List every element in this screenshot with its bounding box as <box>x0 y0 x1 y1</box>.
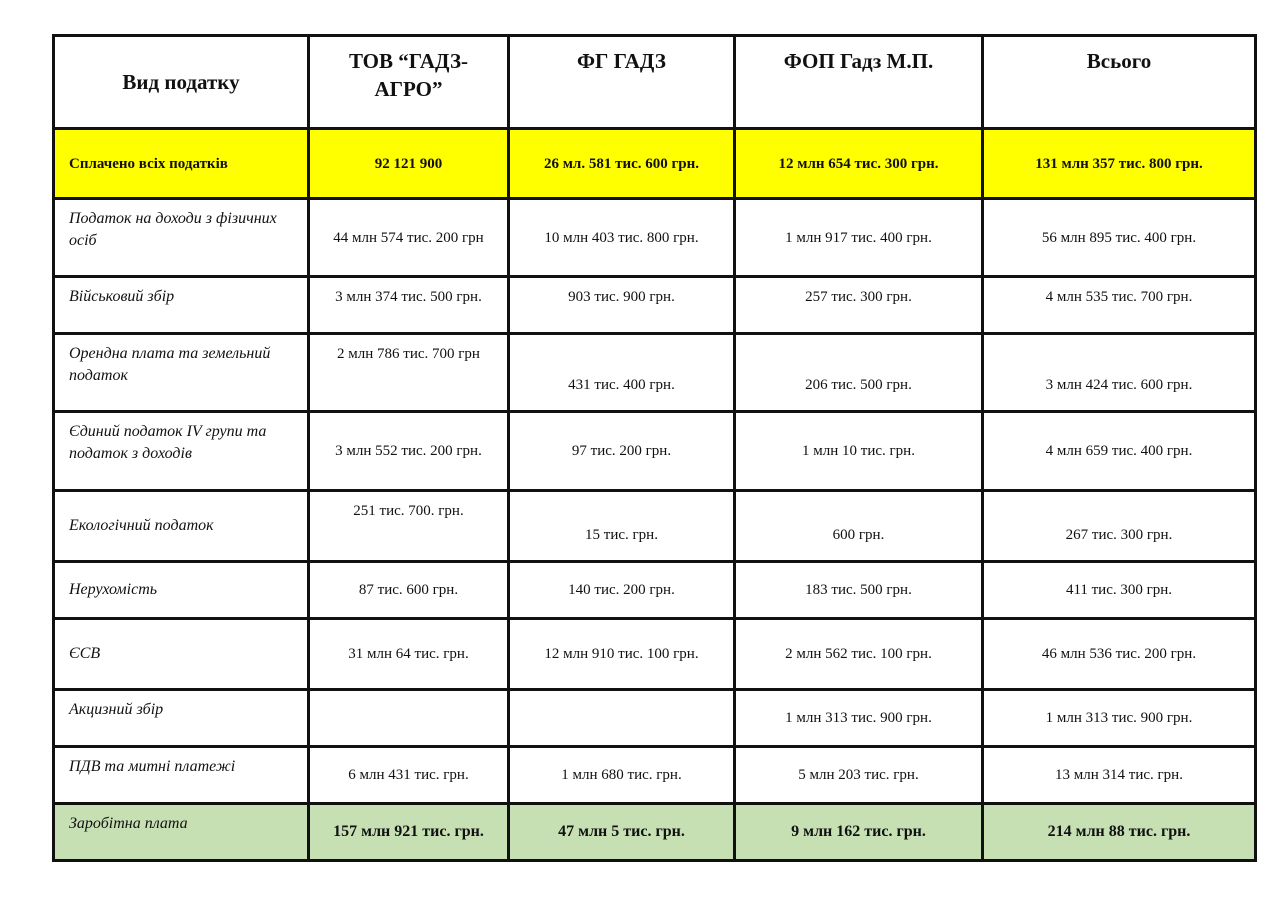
table-cell: 10 млн 403 тис. 800 грн. <box>509 199 735 277</box>
table-row <box>54 334 1256 412</box>
row-label: Сплачено всіх податків <box>54 129 309 199</box>
table-cell: 12 млн 910 тис. 100 грн. <box>509 619 735 690</box>
table-cell: 3 млн 424 тис. 600 грн. <box>983 334 1256 412</box>
table-cell: 4 млн 535 тис. 700 грн. <box>983 277 1256 334</box>
table-cell: 2 млн 786 тис. 700 грн <box>309 334 509 412</box>
table-cell: 411 тис. 300 грн. <box>983 562 1256 619</box>
table-cell: 47 млн 5 тис. грн. <box>509 804 735 861</box>
table-cell: 26 мл. 581 тис. 600 грн. <box>509 129 735 199</box>
table-row <box>54 129 1256 199</box>
table-cell: 15 тис. грн. <box>509 491 735 562</box>
table-cell: 1 млн 917 тис. 400 грн. <box>735 199 983 277</box>
table-cell: 6 млн 431 тис. грн. <box>309 747 509 804</box>
table-row <box>54 199 1256 277</box>
table-cell: 46 млн 536 тис. 200 грн. <box>983 619 1256 690</box>
row-label: ЄСВ <box>54 619 309 690</box>
row-label: Заробітна плата <box>54 804 309 861</box>
table-cell: 267 тис. 300 грн. <box>983 491 1256 562</box>
table-row <box>54 491 1256 562</box>
table-cell: 87 тис. 600 грн. <box>309 562 509 619</box>
table-cell: 903 тис. 900 грн. <box>509 277 735 334</box>
table-cell: 56 млн 895 тис. 400 грн. <box>983 199 1256 277</box>
table-row <box>54 690 1256 747</box>
table-cell: 600 грн. <box>735 491 983 562</box>
row-label: Акцизний збір <box>54 690 309 747</box>
table-cell: 1 млн 313 тис. 900 грн. <box>983 690 1256 747</box>
table-cell: 92 121 900 <box>309 129 509 199</box>
table-cell: 97 тис. 200 грн. <box>509 412 735 491</box>
table-cell: 257 тис. 300 грн. <box>735 277 983 334</box>
table-cell: 3 млн 374 тис. 500 грн. <box>309 277 509 334</box>
row-label: Екологічний податок <box>54 491 309 562</box>
table-cell: 157 млн 921 тис. грн. <box>309 804 509 861</box>
table-cell: 1 млн 313 тис. 900 грн. <box>735 690 983 747</box>
header-fop-gadz: ФОП Гадз М.П. <box>735 36 983 129</box>
table-cell: 4 млн 659 тис. 400 грн. <box>983 412 1256 491</box>
header-total: Всього <box>983 36 1256 129</box>
table-cell: 3 млн 552 тис. 200 грн. <box>309 412 509 491</box>
table-cell: 12 млн 654 тис. 300 грн. <box>735 129 983 199</box>
table-cell: 131 млн 357 тис. 800 грн. <box>983 129 1256 199</box>
table-cell: 206 тис. 500 грн. <box>735 334 983 412</box>
table-cell: 140 тис. 200 грн. <box>509 562 735 619</box>
table-cell: 431 тис. 400 грн. <box>509 334 735 412</box>
table-cell: 2 млн 562 тис. 100 грн. <box>735 619 983 690</box>
row-label: Орендна плата та земельний податок <box>54 334 309 412</box>
table-cell <box>309 690 509 747</box>
table-cell: 44 млн 574 тис. 200 грн <box>309 199 509 277</box>
table-cell: 214 млн 88 тис. грн. <box>983 804 1256 861</box>
header-fg-gadz: ФГ ГАДЗ <box>509 36 735 129</box>
table-row <box>54 804 1256 861</box>
header-tax-type: Вид податку <box>54 36 309 129</box>
table-cell: 1 млн 680 тис. грн. <box>509 747 735 804</box>
table-cell: 9 млн 162 тис. грн. <box>735 804 983 861</box>
table-row <box>54 562 1256 619</box>
table-cell: 183 тис. 500 грн. <box>735 562 983 619</box>
table-cell: 5 млн 203 тис. грн. <box>735 747 983 804</box>
row-label: Нерухомість <box>54 562 309 619</box>
table-cell: 1 млн 10 тис. грн. <box>735 412 983 491</box>
row-label: ПДВ та митні платежі <box>54 747 309 804</box>
table-cell: 31 млн 64 тис. грн. <box>309 619 509 690</box>
table-cell <box>509 690 735 747</box>
table-row <box>54 277 1256 334</box>
tax-table <box>52 34 1257 862</box>
table-cell: 13 млн 314 тис. грн. <box>983 747 1256 804</box>
row-label: Військовий збір <box>54 277 309 334</box>
table-row <box>54 412 1256 491</box>
header-row <box>54 36 1256 129</box>
row-label: Податок на доходи з фізичних осіб <box>54 199 309 277</box>
row-label: Єдиний податок IV групи та податок з доходів <box>54 412 309 491</box>
table-row <box>54 747 1256 804</box>
header-tov-gadz-agro: ТОВ “ГАДЗ-АГРО” <box>309 36 509 129</box>
table-row <box>54 619 1256 690</box>
table-cell: 251 тис. 700. грн. <box>309 491 509 562</box>
